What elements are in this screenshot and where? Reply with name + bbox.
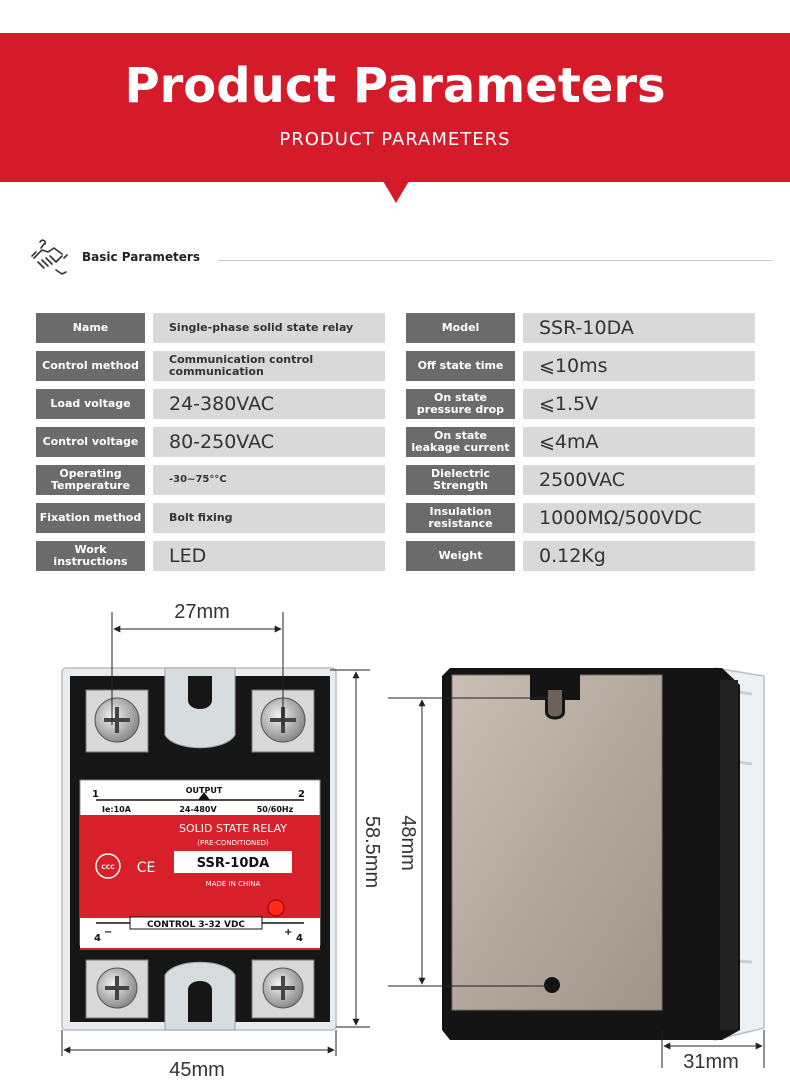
minus-sign: −	[104, 927, 113, 938]
param-label: Off state time	[406, 351, 515, 381]
param-row	[36, 465, 756, 495]
terminal-3-label: 4	[94, 933, 101, 944]
ccc-mark-text: CCC	[101, 864, 115, 871]
param-label: Insulation resistance	[406, 503, 515, 533]
param-row	[36, 541, 756, 571]
preconditioned-label: (PRE-CONDITIONED)	[197, 839, 269, 847]
dimension-width	[62, 1030, 336, 1081]
screw-icon	[263, 968, 303, 1008]
banner-arrow	[383, 181, 409, 203]
terminal-2-label: 2	[298, 789, 305, 800]
hole-spacing-label: 48mm	[397, 815, 419, 871]
led-indicator	[268, 900, 284, 916]
origin-label: MADE IN CHINA	[205, 880, 261, 888]
terminal-1-label: 1	[92, 789, 99, 800]
page-title: Product Parameters	[124, 58, 666, 114]
param-value: ⩽10ms	[523, 351, 755, 381]
param-row	[36, 351, 756, 381]
param-value: Communication control communication	[153, 351, 385, 381]
param-label: Work instructions	[36, 541, 145, 571]
relay-back-view	[442, 668, 764, 1040]
current-rating: Ie:10A	[102, 805, 131, 814]
param-value: Single-phase solid state relay	[153, 313, 385, 343]
param-value: SSR-10DA	[523, 313, 755, 343]
param-label: Name	[36, 313, 145, 343]
param-row	[36, 389, 756, 419]
param-label: Fixation method	[36, 503, 145, 533]
param-value: 1000MΩ/500VDC	[523, 503, 755, 533]
param-value: Bolt fixing	[153, 503, 385, 533]
section-divider	[218, 260, 773, 261]
control-voltage-label: CONTROL 3-32 VDC	[146, 920, 246, 930]
param-value: ⩽1.5V	[523, 389, 755, 419]
param-value: 2500VAC	[523, 465, 755, 495]
handshake-icon	[28, 236, 70, 278]
frequency-rating: 50/60Hz	[256, 805, 294, 814]
model-label: SSR-10DA	[196, 856, 270, 871]
param-label: On state leakage current	[406, 427, 515, 457]
terminal-4-label: 4	[296, 933, 303, 944]
param-value: 0.12Kg	[523, 541, 755, 571]
screw-icon	[97, 968, 137, 1008]
param-value: 80-250VAC	[153, 427, 385, 457]
param-label: Load voltage	[36, 389, 145, 419]
param-label: Weight	[406, 541, 515, 571]
param-label: Control voltage	[36, 427, 145, 457]
param-label: Model	[406, 313, 515, 343]
product-dimension-figure	[0, 590, 790, 1087]
param-value: ⩽4mA	[523, 427, 755, 457]
depth-label: 31mm	[683, 1051, 739, 1073]
plus-sign: +	[284, 927, 293, 938]
output-label: OUTPUT	[185, 786, 223, 795]
product-name-label: SOLID STATE RELAY	[178, 822, 288, 835]
terminal-spacing-label: 27mm	[174, 601, 230, 623]
screw-icon	[95, 698, 139, 742]
voltage-rating: 24-480V	[179, 805, 217, 814]
param-row	[36, 313, 756, 343]
dimension-height	[330, 670, 383, 1027]
ce-mark-icon: CE	[136, 860, 156, 876]
param-row	[36, 503, 756, 533]
section-title: Basic Parameters	[82, 250, 200, 264]
param-label: Dielectric Strength	[406, 465, 515, 495]
width-label: 45mm	[169, 1059, 225, 1081]
height-label: 58.5mm	[361, 815, 383, 889]
param-value: 24-380VAC	[153, 389, 385, 419]
param-value: -30~75°°C	[153, 465, 385, 495]
param-value: LED	[153, 541, 385, 571]
param-row	[36, 427, 756, 457]
relay-label	[80, 780, 320, 950]
param-label: On state pressure drop	[406, 389, 515, 419]
param-label: Control method	[36, 351, 145, 381]
page-subtitle: PRODUCT PARAMETERS	[279, 129, 511, 150]
param-label: Operating Temperature	[36, 465, 145, 495]
